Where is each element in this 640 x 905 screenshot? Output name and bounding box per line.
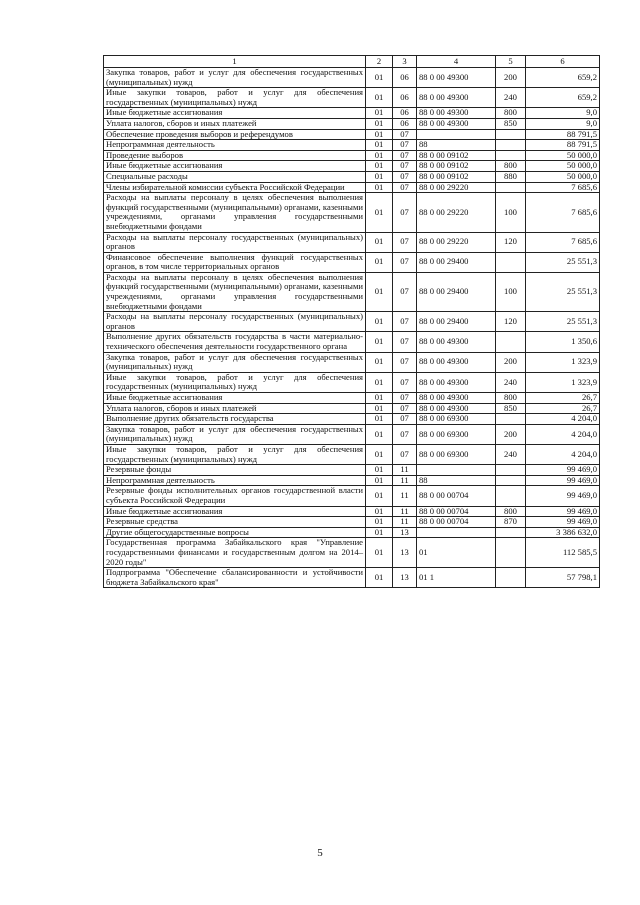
row-expense-type-cell: 870	[496, 517, 526, 528]
row-subsection-cell: 11	[393, 517, 417, 528]
row-target-item-cell: 88 0 00 49300	[417, 88, 496, 108]
row-subsection-cell: 07	[393, 444, 417, 464]
row-subsection-cell: 07	[393, 140, 417, 151]
row-amount-cell: 99 469,0	[526, 475, 600, 486]
row-name-cell: Выполнение других обязательств государства	[104, 414, 366, 425]
row-expense-type-cell: 800	[496, 161, 526, 172]
row-subsection-cell: 07	[393, 403, 417, 414]
row-amount-cell: 659,2	[526, 88, 600, 108]
table-row	[104, 332, 600, 352]
row-subsection-cell: 07	[393, 424, 417, 444]
row-subsection-cell: 06	[393, 68, 417, 88]
row-expense-type-cell	[496, 475, 526, 486]
row-section-cell: 01	[366, 332, 393, 352]
row-name-cell: Резервные средства	[104, 517, 366, 528]
table-row	[104, 182, 600, 193]
row-section-cell: 01	[366, 527, 393, 538]
table-row	[104, 232, 600, 252]
row-section-cell: 01	[366, 129, 393, 140]
row-section-cell: 01	[366, 465, 393, 476]
row-subsection-cell: 06	[393, 88, 417, 108]
table-row	[104, 272, 600, 311]
row-expense-type-cell	[496, 252, 526, 272]
row-amount-cell: 4 204,0	[526, 414, 600, 425]
row-amount-cell: 99 469,0	[526, 486, 600, 506]
row-section-cell: 01	[366, 252, 393, 272]
row-amount-cell: 88 791,5	[526, 129, 600, 140]
row-subsection-cell: 07	[393, 161, 417, 172]
row-expense-type-cell	[496, 129, 526, 140]
table-row	[104, 118, 600, 129]
row-name-cell: Иные бюджетные ассигнования	[104, 506, 366, 517]
table-row	[104, 68, 600, 88]
table-row	[104, 527, 600, 538]
row-subsection-cell: 06	[393, 108, 417, 119]
row-section-cell: 01	[366, 108, 393, 119]
row-name-cell: Иные закупки товаров, работ и услуг для обеспечения государственных (муниципальных) нужд	[104, 444, 366, 464]
row-expense-type-cell	[496, 182, 526, 193]
row-name-cell: Закупка товаров, работ и услуг для обеспечения государственных (муниципальных) нужд	[104, 424, 366, 444]
table-row	[104, 424, 600, 444]
row-section-cell: 01	[366, 444, 393, 464]
row-expense-type-cell: 800	[496, 108, 526, 119]
table-row	[104, 161, 600, 172]
row-amount-cell: 26,7	[526, 403, 600, 414]
row-expense-type-cell: 200	[496, 352, 526, 372]
row-section-cell: 01	[366, 232, 393, 252]
row-subsection-cell: 07	[393, 171, 417, 182]
row-target-item-cell: 88 0 00 29400	[417, 252, 496, 272]
row-target-item-cell: 88 0 00 49300	[417, 68, 496, 88]
row-target-item-cell: 88 0 00 49300	[417, 372, 496, 392]
row-subsection-cell: 11	[393, 506, 417, 517]
row-target-item-cell: 88 0 00 69300	[417, 424, 496, 444]
row-amount-cell: 1 323,9	[526, 352, 600, 372]
row-name-cell: Другие общегосударственные вопросы	[104, 527, 366, 538]
row-subsection-cell: 07	[393, 193, 417, 232]
row-section-cell: 01	[366, 140, 393, 151]
table-row	[104, 372, 600, 392]
row-subsection-cell: 07	[393, 252, 417, 272]
row-name-cell: Резервные фонды исполнительных органов государственной власти субъекта Российской Федерации	[104, 486, 366, 506]
row-subsection-cell: 07	[393, 182, 417, 193]
row-subsection-cell: 11	[393, 465, 417, 476]
row-amount-cell: 88 791,5	[526, 140, 600, 151]
row-expense-type-cell	[496, 568, 526, 588]
row-name-cell: Расходы на выплаты персоналу государственных (муниципальных) органов	[104, 312, 366, 332]
row-name-cell: Расходы на выплаты персоналу в целях обеспечения выполнения функций государственными (муниципальными) органами, казенными учреждениями, органами управления государственными внебюджетными фондами	[104, 193, 366, 232]
row-target-item-cell: 88 0 00 09102	[417, 161, 496, 172]
row-expense-type-cell: 200	[496, 68, 526, 88]
row-amount-cell: 25 551,3	[526, 252, 600, 272]
row-amount-cell: 4 204,0	[526, 444, 600, 464]
row-target-item-cell: 88	[417, 475, 496, 486]
row-section-cell: 01	[366, 161, 393, 172]
row-amount-cell: 25 551,3	[526, 312, 600, 332]
row-subsection-cell: 07	[393, 414, 417, 425]
row-subsection-cell: 06	[393, 118, 417, 129]
row-expense-type-cell: 120	[496, 312, 526, 332]
row-expense-type-cell: 100	[496, 272, 526, 311]
header-col-4: 4	[417, 56, 496, 68]
row-section-cell: 01	[366, 182, 393, 193]
row-expense-type-cell: 880	[496, 171, 526, 182]
table-row	[104, 108, 600, 119]
row-section-cell: 01	[366, 372, 393, 392]
row-amount-cell: 57 798,1	[526, 568, 600, 588]
row-section-cell: 01	[366, 68, 393, 88]
row-target-item-cell: 88 0 00 00704	[417, 486, 496, 506]
row-target-item-cell: 88 0 00 69300	[417, 444, 496, 464]
row-name-cell: Непрограммная деятельность	[104, 475, 366, 486]
table-row	[104, 140, 600, 151]
table-row	[104, 538, 600, 568]
row-section-cell: 01	[366, 118, 393, 129]
row-amount-cell: 1 323,9	[526, 372, 600, 392]
row-name-cell: Иные бюджетные ассигнования	[104, 393, 366, 404]
row-amount-cell: 50 000,0	[526, 161, 600, 172]
table-row	[104, 465, 600, 476]
row-target-item-cell: 88 0 00 09102	[417, 150, 496, 161]
row-subsection-cell: 07	[393, 372, 417, 392]
row-name-cell: Проведение выборов	[104, 150, 366, 161]
row-name-cell: Иные закупки товаров, работ и услуг для обеспечения государственных (муниципальных) нужд	[104, 372, 366, 392]
row-subsection-cell: 07	[393, 352, 417, 372]
row-amount-cell: 659,2	[526, 68, 600, 88]
row-section-cell: 01	[366, 171, 393, 182]
row-expense-type-cell	[496, 465, 526, 476]
row-amount-cell: 25 551,3	[526, 272, 600, 311]
row-expense-type-cell: 240	[496, 372, 526, 392]
table-row	[104, 475, 600, 486]
row-amount-cell: 9,0	[526, 108, 600, 119]
row-target-item-cell: 88	[417, 140, 496, 151]
row-section-cell: 01	[366, 193, 393, 232]
row-name-cell: Выполнение других обязательств государства в части материально-технического обеспечения деятельности государственного органа	[104, 332, 366, 352]
table-row	[104, 517, 600, 528]
row-target-item-cell: 88 0 00 29400	[417, 272, 496, 311]
row-amount-cell: 7 685,6	[526, 193, 600, 232]
row-section-cell: 01	[366, 486, 393, 506]
row-subsection-cell: 11	[393, 486, 417, 506]
table-row	[104, 129, 600, 140]
row-target-item-cell: 88 0 00 00704	[417, 517, 496, 528]
row-expense-type-cell: 800	[496, 506, 526, 517]
row-expense-type-cell	[496, 538, 526, 568]
row-subsection-cell: 07	[393, 332, 417, 352]
page-number: 5	[317, 847, 323, 859]
row-amount-cell: 4 204,0	[526, 424, 600, 444]
row-target-item-cell: 88 0 00 29220	[417, 193, 496, 232]
row-expense-type-cell	[496, 150, 526, 161]
row-subsection-cell: 11	[393, 475, 417, 486]
row-subsection-cell: 07	[393, 312, 417, 332]
row-section-cell: 01	[366, 403, 393, 414]
row-amount-cell: 50 000,0	[526, 171, 600, 182]
row-expense-type-cell: 100	[496, 193, 526, 232]
table-row	[104, 312, 600, 332]
header-col-3: 3	[393, 56, 417, 68]
row-section-cell: 01	[366, 414, 393, 425]
header-col-6: 6	[526, 56, 600, 68]
row-section-cell: 01	[366, 88, 393, 108]
row-expense-type-cell: 850	[496, 403, 526, 414]
row-section-cell: 01	[366, 352, 393, 372]
row-target-item-cell	[417, 129, 496, 140]
row-target-item-cell: 88 0 00 49300	[417, 108, 496, 119]
row-subsection-cell: 07	[393, 272, 417, 311]
row-target-item-cell	[417, 465, 496, 476]
row-target-item-cell: 88 0 00 29220	[417, 182, 496, 193]
row-expense-type-cell	[496, 332, 526, 352]
row-section-cell: 01	[366, 312, 393, 332]
row-subsection-cell: 07	[393, 150, 417, 161]
row-name-cell: Непрограммная деятельность	[104, 140, 366, 151]
table-row	[104, 506, 600, 517]
budget-table	[103, 55, 600, 588]
row-name-cell: Государственная программа Забайкальского края "Управление государственными финансами и государственным долгом на 2014–2020 годы"	[104, 538, 366, 568]
row-name-cell: Специальные расходы	[104, 171, 366, 182]
row-target-item-cell: 88 0 00 49300	[417, 403, 496, 414]
row-amount-cell: 50 000,0	[526, 150, 600, 161]
header-col-1: 1	[104, 56, 366, 68]
row-target-item-cell: 88 0 00 29220	[417, 232, 496, 252]
table-row	[104, 193, 600, 232]
row-name-cell: Обеспечение проведения выборов и референдумов	[104, 129, 366, 140]
row-amount-cell: 3 386 632,0	[526, 527, 600, 538]
header-col-2: 2	[366, 56, 393, 68]
row-section-cell: 01	[366, 538, 393, 568]
row-section-cell: 01	[366, 272, 393, 311]
row-amount-cell: 99 469,0	[526, 506, 600, 517]
row-name-cell: Финансовое обеспечение выполнения функций государственных органов, в том числе территориальных органов	[104, 252, 366, 272]
row-amount-cell: 99 469,0	[526, 517, 600, 528]
row-name-cell: Резервные фонды	[104, 465, 366, 476]
table-row	[104, 171, 600, 182]
row-target-item-cell: 88 0 00 49300	[417, 118, 496, 129]
table-row	[104, 393, 600, 404]
table-row	[104, 352, 600, 372]
row-subsection-cell: 07	[393, 232, 417, 252]
table-row	[104, 403, 600, 414]
row-subsection-cell: 13	[393, 568, 417, 588]
row-amount-cell: 7 685,6	[526, 182, 600, 193]
row-subsection-cell: 13	[393, 527, 417, 538]
row-section-cell: 01	[366, 424, 393, 444]
row-amount-cell: 7 685,6	[526, 232, 600, 252]
row-section-cell: 01	[366, 393, 393, 404]
row-target-item-cell	[417, 527, 496, 538]
row-name-cell: Расходы на выплаты персоналу в целях обеспечения выполнения функций государственными (муниципальными) органами, казенными учреждениями, органами управления государственными внебюджетными фондами	[104, 272, 366, 311]
row-section-cell: 01	[366, 506, 393, 517]
table-row	[104, 88, 600, 108]
row-name-cell: Члены избирательной комиссии субъекта Российской Федерации	[104, 182, 366, 193]
row-subsection-cell: 07	[393, 393, 417, 404]
row-expense-type-cell	[496, 486, 526, 506]
row-target-item-cell: 88 0 00 49300	[417, 393, 496, 404]
row-expense-type-cell	[496, 527, 526, 538]
row-amount-cell: 26,7	[526, 393, 600, 404]
row-expense-type-cell: 200	[496, 424, 526, 444]
row-subsection-cell: 07	[393, 129, 417, 140]
row-expense-type-cell	[496, 140, 526, 151]
row-expense-type-cell: 240	[496, 88, 526, 108]
row-section-cell: 01	[366, 475, 393, 486]
row-name-cell: Иные бюджетные ассигнования	[104, 108, 366, 119]
row-target-item-cell: 88 0 00 49300	[417, 332, 496, 352]
row-amount-cell: 99 469,0	[526, 465, 600, 476]
row-expense-type-cell: 850	[496, 118, 526, 129]
row-target-item-cell: 88 0 00 29400	[417, 312, 496, 332]
header-row	[104, 56, 600, 68]
table-row	[104, 444, 600, 464]
row-target-item-cell: 01	[417, 538, 496, 568]
row-expense-type-cell	[496, 414, 526, 425]
row-amount-cell: 112 585,5	[526, 538, 600, 568]
row-name-cell: Уплата налогов, сборов и иных платежей	[104, 403, 366, 414]
row-target-item-cell: 88 0 00 09102	[417, 171, 496, 182]
table-row	[104, 252, 600, 272]
row-target-item-cell: 01 1	[417, 568, 496, 588]
row-expense-type-cell: 800	[496, 393, 526, 404]
row-name-cell: Иные закупки товаров, работ и услуг для обеспечения государственных (муниципальных) нужд	[104, 88, 366, 108]
row-target-item-cell: 88 0 00 00704	[417, 506, 496, 517]
row-name-cell: Закупка товаров, работ и услуг для обеспечения государственных (муниципальных) нужд	[104, 352, 366, 372]
row-target-item-cell: 88 0 00 69300	[417, 414, 496, 425]
row-section-cell: 01	[366, 568, 393, 588]
row-expense-type-cell: 120	[496, 232, 526, 252]
row-name-cell: Подпрограмма "Обеспечение сбалансированности и устойчивости бюджета Забайкальского края"	[104, 568, 366, 588]
header-col-5: 5	[496, 56, 526, 68]
row-section-cell: 01	[366, 150, 393, 161]
table-row	[104, 414, 600, 425]
row-name-cell: Расходы на выплаты персоналу государственных (муниципальных) органов	[104, 232, 366, 252]
row-amount-cell: 1 350,6	[526, 332, 600, 352]
table-row	[104, 486, 600, 506]
row-name-cell: Иные бюджетные ассигнования	[104, 161, 366, 172]
table-row	[104, 568, 600, 588]
row-target-item-cell: 88 0 00 49300	[417, 352, 496, 372]
row-section-cell: 01	[366, 517, 393, 528]
row-amount-cell: 9,0	[526, 118, 600, 129]
row-name-cell: Закупка товаров, работ и услуг для обеспечения государственных (муниципальных) нужд	[104, 68, 366, 88]
row-name-cell: Уплата налогов, сборов и иных платежей	[104, 118, 366, 129]
table-row	[104, 150, 600, 161]
row-subsection-cell: 13	[393, 538, 417, 568]
row-expense-type-cell: 240	[496, 444, 526, 464]
